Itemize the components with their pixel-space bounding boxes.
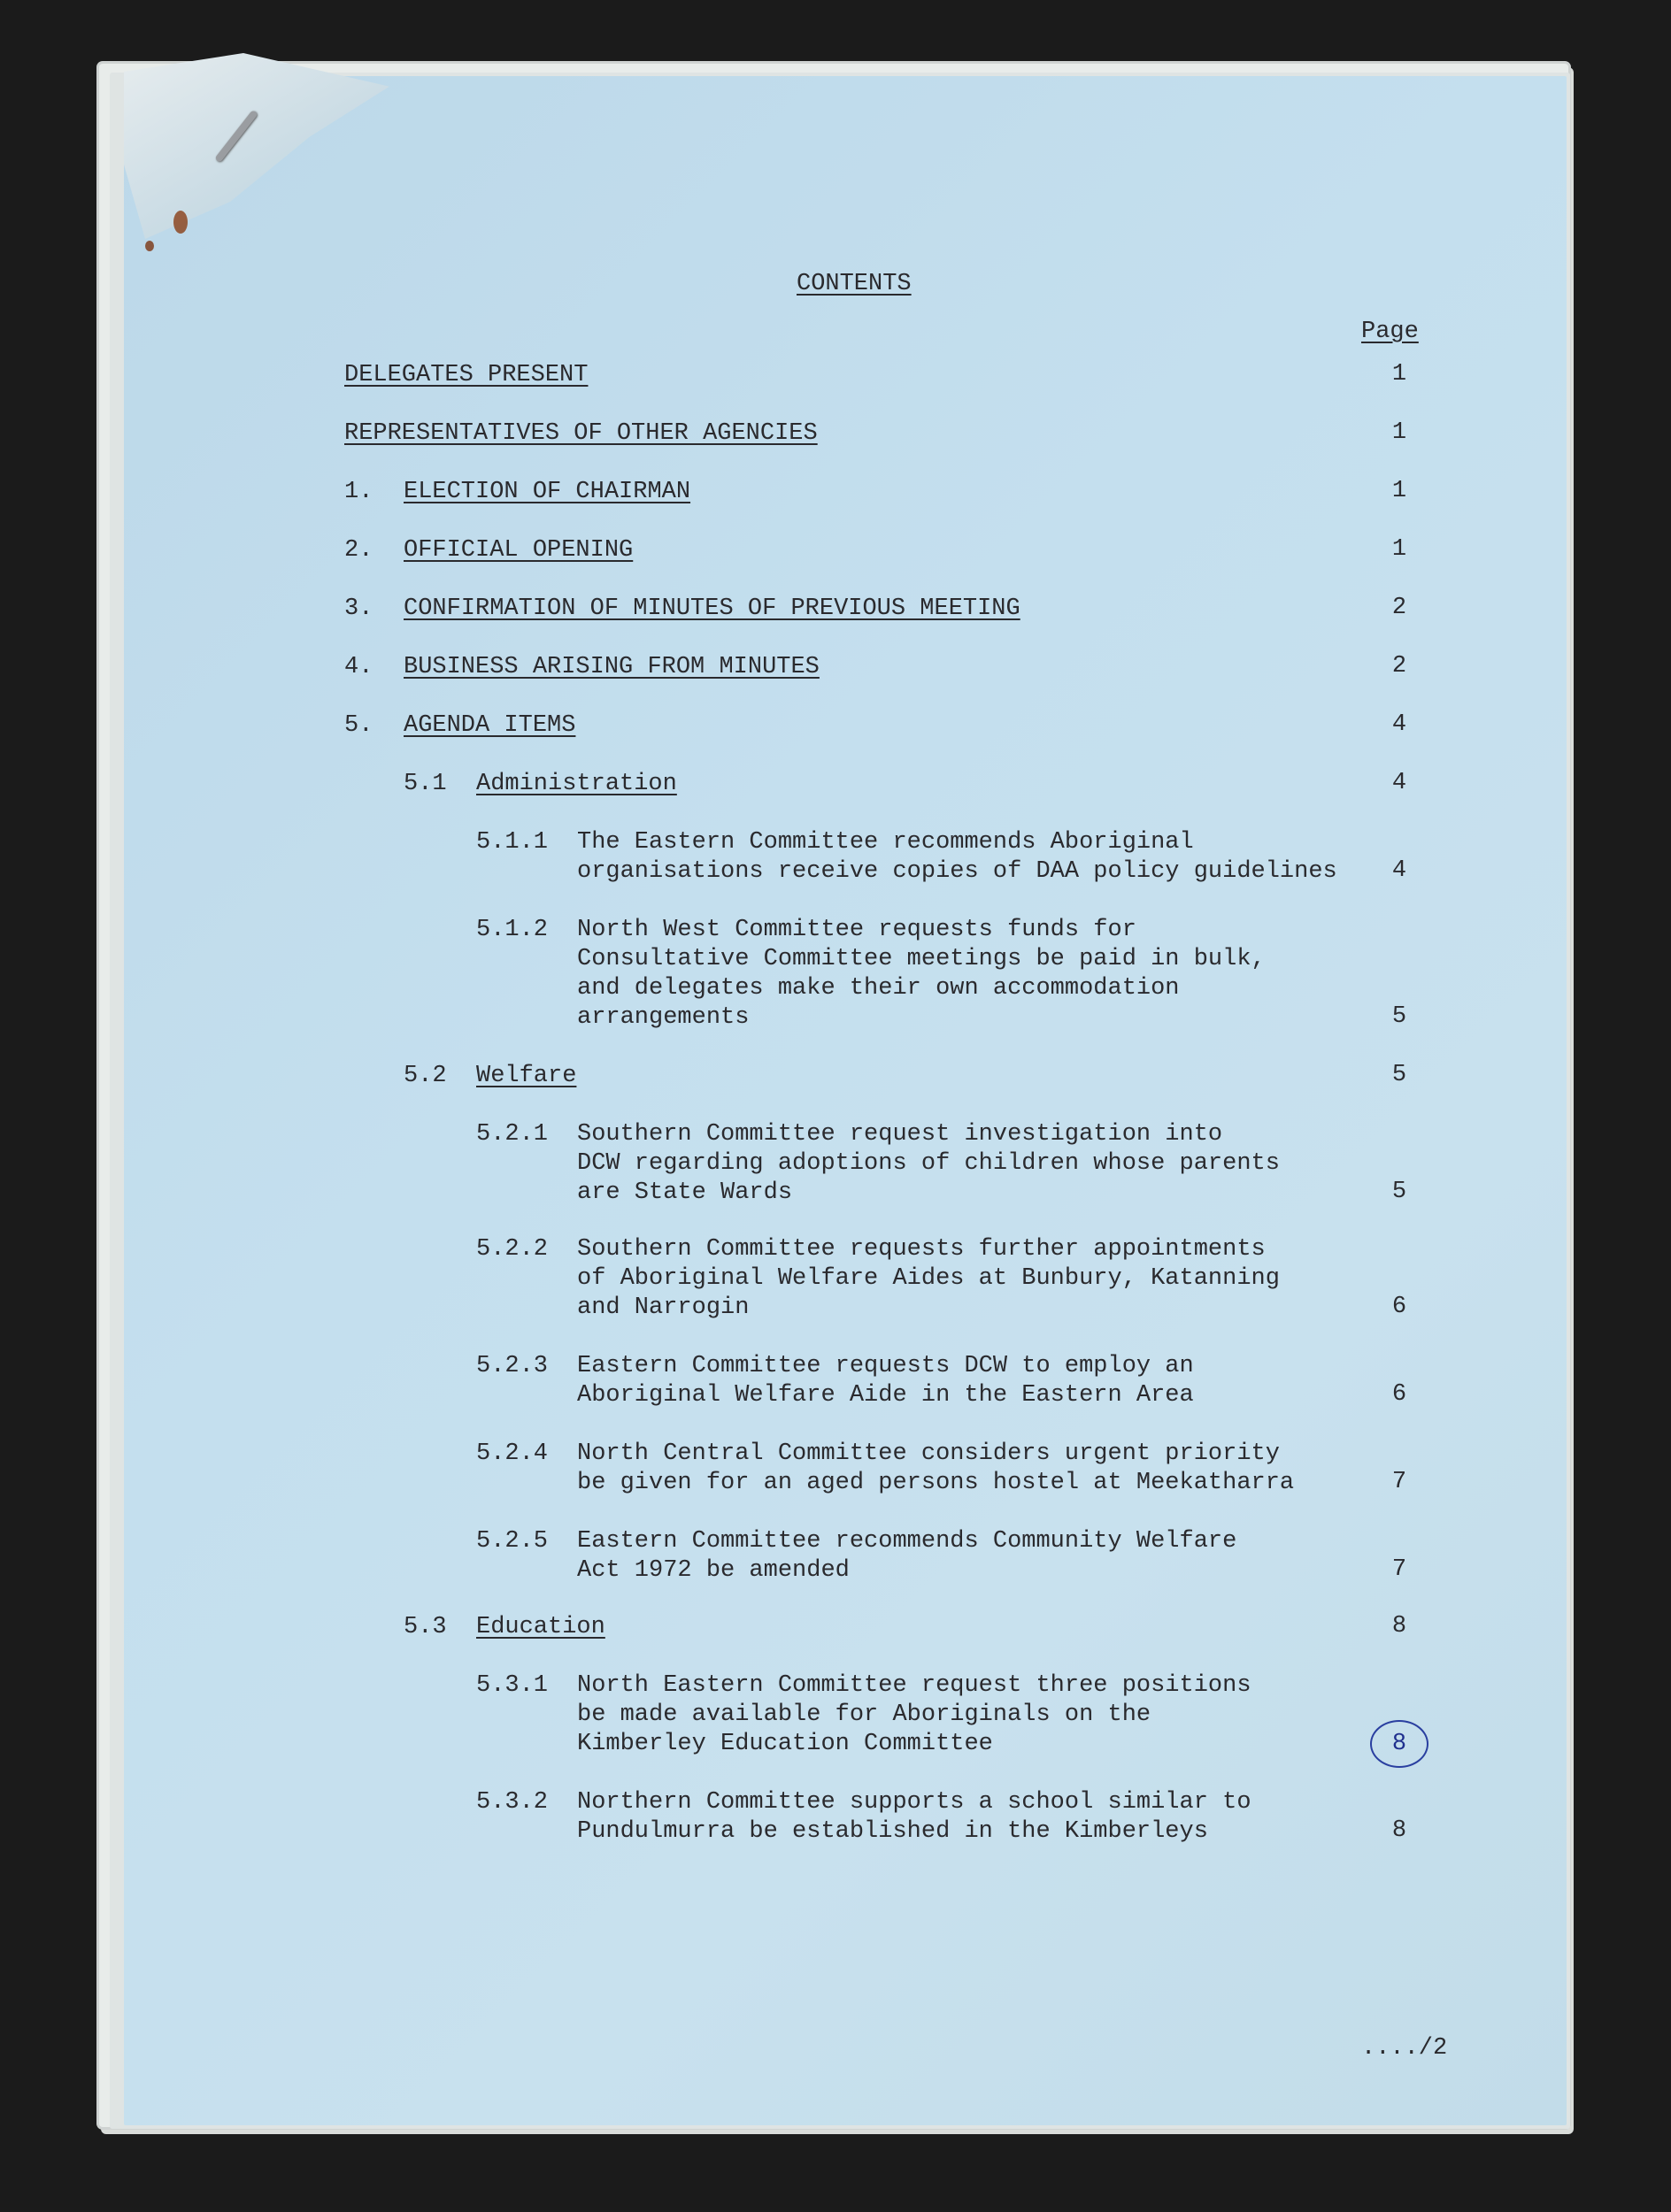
entry-page: 1 bbox=[1391, 478, 1407, 504]
item-number: 5.1.1 bbox=[476, 829, 549, 856]
section-education: Education bbox=[476, 1614, 605, 1640]
item-text-line: North West Committee requests funds for bbox=[577, 917, 1136, 943]
item-text-line: arrangements bbox=[577, 1004, 750, 1031]
item-text-line: of Aboriginal Welfare Aides at Bunbury, Katanning bbox=[577, 1265, 1280, 1292]
item-text-line: be given for an aged persons hostel at Meekatharra bbox=[577, 1470, 1295, 1496]
entry-confirmation-of-minutes: CONFIRMATION OF MINUTES OF PREVIOUS MEETING bbox=[404, 595, 1020, 622]
item-number: 5.3.1 bbox=[476, 1672, 549, 1699]
section-number: 5.2 bbox=[404, 1063, 447, 1089]
item-text-line: North Central Committee considers urgent priority bbox=[577, 1440, 1280, 1467]
entry-page: 1 bbox=[1391, 419, 1407, 446]
item-text-line: Southern Committee requests further appointments bbox=[577, 1236, 1266, 1263]
document-title: CONTENTS bbox=[797, 271, 912, 297]
item-text-line: be made available for Aboriginals on the bbox=[577, 1701, 1151, 1728]
item-number: 5.1.2 bbox=[476, 917, 549, 943]
item-text-line: Consultative Committee meetings be paid in bulk, bbox=[577, 946, 1266, 972]
entry-number: 1. bbox=[344, 479, 373, 505]
entry-page: 8 bbox=[1391, 1817, 1407, 1844]
entry-agenda-items: AGENDA ITEMS bbox=[404, 712, 576, 739]
item-number: 5.2.5 bbox=[476, 1528, 549, 1555]
section-welfare: Welfare bbox=[476, 1063, 577, 1089]
item-text-line: organisations receive copies of DAA policy guidelines bbox=[577, 858, 1337, 885]
entry-page: 7 bbox=[1391, 1469, 1407, 1495]
entry-page: 6 bbox=[1391, 1381, 1407, 1408]
item-text-line: are State Wards bbox=[577, 1179, 793, 1206]
item-text-line: and Narrogin bbox=[577, 1294, 750, 1321]
entry-page: 8 bbox=[1391, 1613, 1407, 1640]
entry-page: 5 bbox=[1391, 1179, 1407, 1205]
entry-representatives: REPRESENTATIVES OF OTHER AGENCIES bbox=[344, 420, 818, 447]
entry-page: 5 bbox=[1391, 1062, 1407, 1088]
item-text-line: Northern Committee supports a school similar to bbox=[577, 1789, 1251, 1816]
entry-page: 6 bbox=[1391, 1294, 1407, 1320]
item-text-line: Kimberley Education Committee bbox=[577, 1731, 993, 1757]
entry-page: 2 bbox=[1391, 595, 1407, 621]
item-number: 5.3.2 bbox=[476, 1789, 549, 1816]
section-number: 5.3 bbox=[404, 1614, 447, 1640]
entry-page: 2 bbox=[1391, 653, 1407, 680]
entry-number: 3. bbox=[344, 595, 373, 622]
entry-number: 5. bbox=[344, 712, 373, 739]
rust-stain-small bbox=[145, 241, 154, 251]
item-text-line: North Eastern Committee request three positions bbox=[577, 1672, 1251, 1699]
item-text-line: Act 1972 be amended bbox=[577, 1557, 850, 1584]
entry-page: 4 bbox=[1391, 711, 1407, 738]
entry-official-opening: OFFICIAL OPENING bbox=[404, 537, 634, 564]
item-text-line: Eastern Committee recommends Community Welfare bbox=[577, 1528, 1237, 1555]
item-text-line: The Eastern Committee recommends Aboriginal bbox=[577, 829, 1194, 856]
entry-page: 4 bbox=[1391, 857, 1407, 884]
section-administration: Administration bbox=[476, 771, 677, 797]
continuation-marker: ..../2 bbox=[1361, 2035, 1448, 2062]
entry-page: 4 bbox=[1391, 770, 1407, 796]
entry-number: 2. bbox=[344, 537, 373, 564]
item-number: 5.2.3 bbox=[476, 1353, 549, 1379]
entry-page: 1 bbox=[1391, 536, 1407, 563]
rust-stain bbox=[173, 211, 188, 234]
entry-delegates-present: DELEGATES PRESENT bbox=[344, 362, 589, 388]
item-text-line: Aboriginal Welfare Aide in the Eastern Area bbox=[577, 1382, 1194, 1409]
item-text-line: DCW regarding adoptions of children whose parents bbox=[577, 1150, 1280, 1177]
page-column-heading: Page bbox=[1361, 319, 1419, 345]
section-number: 5.1 bbox=[404, 771, 447, 797]
entry-page: 7 bbox=[1391, 1556, 1407, 1583]
entry-page: 1 bbox=[1391, 361, 1407, 388]
entry-election-of-chairman: ELECTION OF CHAIRMAN bbox=[404, 479, 691, 505]
item-number: 5.2.4 bbox=[476, 1440, 549, 1467]
entry-number: 4. bbox=[344, 654, 373, 680]
item-number: 5.2.2 bbox=[476, 1236, 549, 1263]
item-text-line: and delegates make their own accommodation bbox=[577, 975, 1180, 1002]
circled-page-number: 8 bbox=[1370, 1720, 1428, 1768]
item-number: 5.2.1 bbox=[476, 1121, 549, 1148]
entry-page: 5 bbox=[1391, 1003, 1407, 1030]
item-text-line: Pundulmurra be established in the Kimberleys bbox=[577, 1818, 1208, 1845]
entry-business-arising: BUSINESS ARISING FROM MINUTES bbox=[404, 654, 820, 680]
item-text-line: Southern Committee request investigation into bbox=[577, 1121, 1223, 1148]
item-text-line: Eastern Committee requests DCW to employ an bbox=[577, 1353, 1194, 1379]
